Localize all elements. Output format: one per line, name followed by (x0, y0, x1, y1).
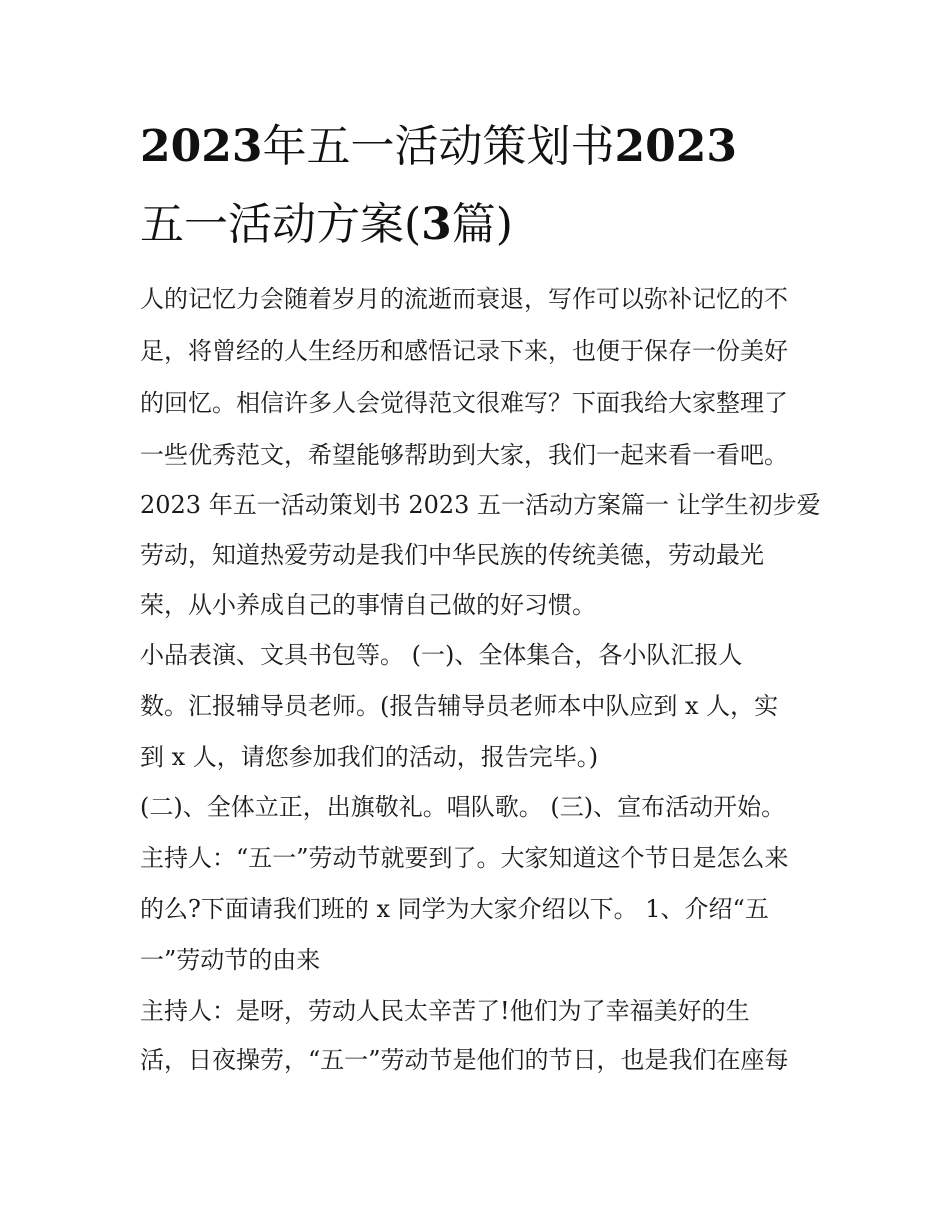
title-text-1: 年五一活动策划书 (262, 121, 615, 172)
body-line: 足，将曾经的人生经历和感悟记录下来，也便于保存一份美好 (140, 337, 788, 365)
body-line: 荣，从小养成自己的事情自己做的好习惯。 (140, 591, 596, 619)
body-line: 劳动，知道热爱劳动是我们中华民族的传统美德，劳动最光 (140, 541, 764, 569)
title-year-2: 2023 (614, 121, 737, 172)
body-line: 的么?下面请我们班的 x 同学为大家介绍以下。 1、介绍“五 (140, 895, 769, 923)
title-text-3: 篇) (451, 199, 513, 250)
body-line: 小品表演、文具书包等。 (一)、全体集合，各小队汇报人 (140, 641, 743, 669)
body-line: 一”劳动节的由来 (140, 946, 321, 974)
document-title-line-2 (140, 186, 820, 264)
body-line: 到 x 人，请您参加我们的活动，报告完毕。) (140, 743, 599, 771)
body-line: 数。汇报辅导员老师。(报告辅导员老师本中队应到 x 人，实 (140, 692, 779, 720)
body-line: 主持人：是呀，劳动人民太辛苦了!他们为了幸福美好的生 (140, 997, 750, 1025)
title-text-2: 五一活动方案( (140, 199, 422, 250)
body-line: 主持人：“五一”劳动节就要到了。大家知道这个节日是怎么来 (140, 844, 789, 872)
body-line: 一些优秀范文，希望能够帮助到大家，我们一起来看一看吧。 (140, 441, 788, 469)
body-line: 2023 年五一活动策划书 2023 五一活动方案篇一 让学生初步爱 (140, 491, 821, 519)
body-line: 活，日夜操劳，“五一”劳动节是他们的节日，也是我们在座每 (140, 1046, 789, 1074)
title-year-1: 2023 (140, 121, 263, 172)
document-title-line-1 (140, 108, 820, 186)
body-line: (二)、全体立正，出旗敬礼。唱队歌。 (三)、宣布活动开始。 (140, 793, 786, 821)
body-line: 人的记忆力会随着岁月的流逝而衰退，写作可以弥补记忆的不 (140, 285, 788, 313)
body-line: 的回忆。相信许多人会觉得范文很难写？下面我给大家整理了 (140, 389, 788, 417)
title-count: 3 (421, 199, 452, 250)
